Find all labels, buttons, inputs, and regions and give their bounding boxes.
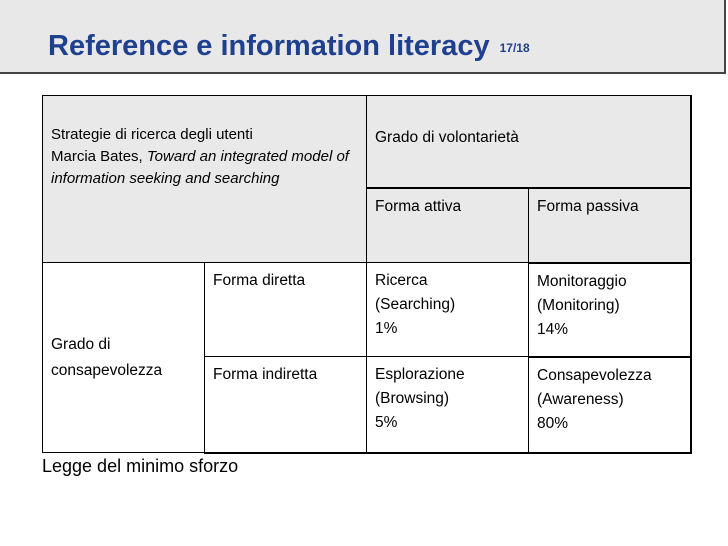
forma-passiva-label: Forma passiva — [537, 197, 639, 215]
esplorazione-name: Esplorazione — [375, 366, 465, 383]
strategies-source — [51, 146, 358, 190]
monitoraggio-english: (Monitoring) — [537, 296, 620, 314]
forma-indiretta-cell — [205, 357, 367, 453]
title-text: Reference e information literacy — [48, 30, 490, 62]
strategies-table — [42, 95, 692, 454]
forma-attiva-cell — [367, 188, 529, 263]
grado-consapevolezza-label: Grado di consapevolezza — [51, 335, 163, 379]
esplorazione-cell — [367, 357, 529, 453]
forma-indiretta-label: Forma indiretta — [213, 366, 318, 383]
forma-attiva-label: Forma attiva — [375, 197, 462, 215]
page-title — [48, 30, 530, 63]
strategies-title: Strategie di ricerca degli utenti — [51, 126, 253, 143]
esplorazione-english: (Browsing) — [375, 390, 450, 408]
monitoraggio-percent: 14% — [537, 320, 569, 338]
ricerca-cell — [367, 263, 529, 357]
consapevolezza-cell — [529, 357, 691, 453]
author-name: Marcia Bates, — [51, 147, 143, 165]
forma-diretta-label: Forma diretta — [213, 272, 306, 289]
legge-caption: Legge del minimo sforzo — [42, 456, 239, 476]
forma-diretta-cell — [205, 263, 367, 357]
ricerca-name: Ricerca — [375, 272, 428, 289]
grado-consapevolezza-cell — [43, 263, 205, 453]
ricerca-english: (Searching) — [375, 296, 456, 314]
consapevolezza-name: Consapevolezza — [537, 366, 652, 384]
page-number: 17/18 — [499, 41, 530, 55]
forma-passiva-cell — [529, 188, 691, 263]
monitoraggio-cell — [529, 263, 691, 357]
strategies-header-cell — [43, 96, 367, 263]
work-title: Toward an integrated model of information seeking and searching — [51, 147, 349, 187]
consapevolezza-english: (Awareness) — [537, 390, 624, 408]
consapevolezza-percent: 80% — [537, 414, 569, 432]
monitoraggio-name: Monitoraggio — [537, 272, 627, 290]
grado-volontarieta-label: Grado di volontarietà — [375, 129, 519, 146]
grado-volontarieta-cell — [367, 96, 691, 188]
ricerca-percent: 1% — [375, 320, 398, 338]
esplorazione-percent: 5% — [375, 414, 398, 432]
